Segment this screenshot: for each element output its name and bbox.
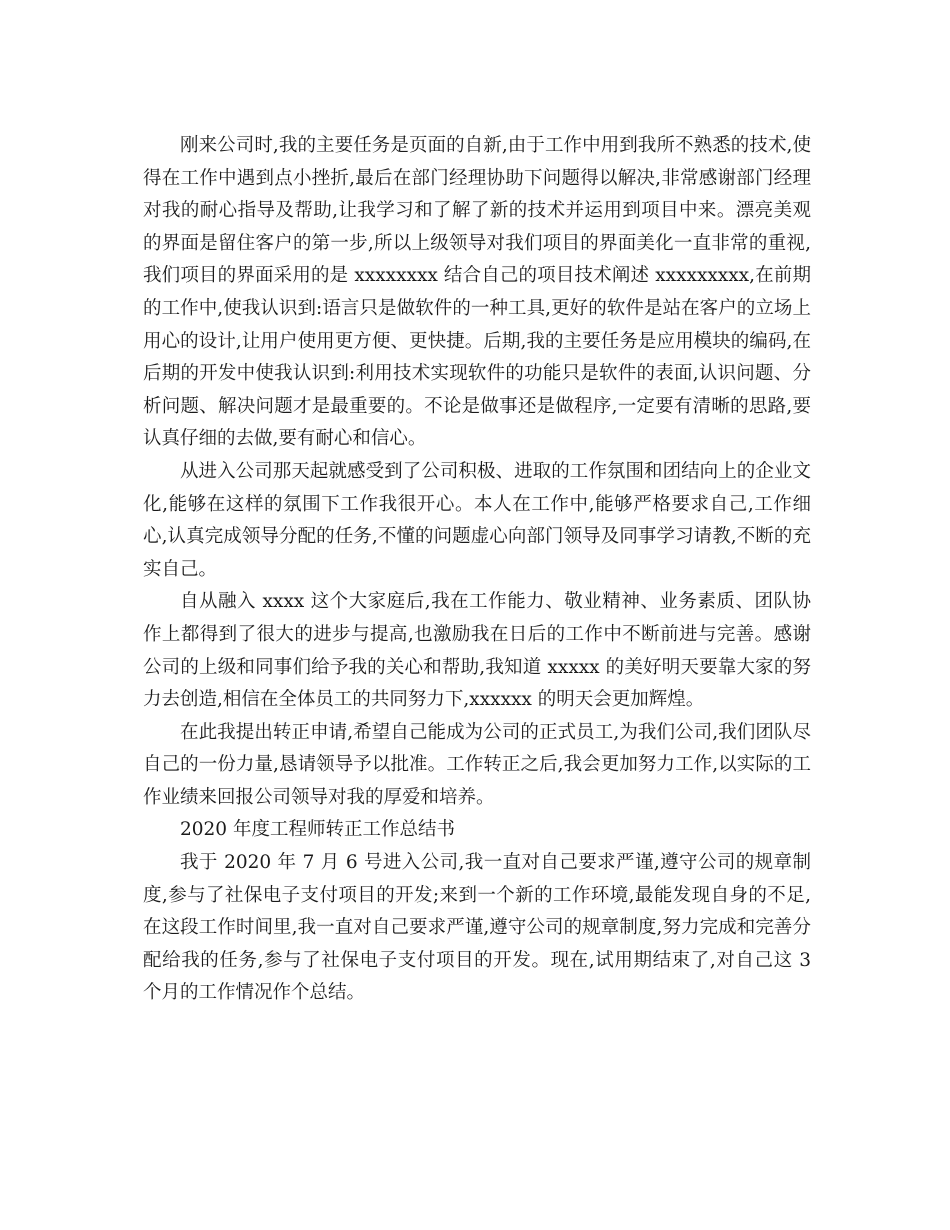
paragraph-4: 在此我提出转正申请,希望自己能成为公司的正式员工,为我们公司,我们团队尽自己的一份力量,恳请领导予以批准。工作转正之后,我会更加努力工作,以实际的工作业绩来回报公司领导对我的厚爱和培养。 [143,721,811,808]
section-heading: 2020 年度工程师转正工作总结书 [180,819,455,841]
paragraph-2: 从进入公司那天起就感受到了公司积极、进取的工作氛围和团结向上的企业文化,能够在这样的氛围下工作我很开心。本人在工作中,能够严格要求自己,工作细心,认真完成领导分配的任务,不懂的问题虚心向部门领导及同事学习请教,不断的充实自己。 [143,460,811,580]
paragraph-3: 自从融入 xxxx 这个大家庭后,我在工作能力、敬业精神、业务素质、团队协作上都得到了很大的进步与提高,也激励我在日后的工作中不断前进与完善。感谢公司的上级和同事们给予我的关心和帮助,我知道 xxxxx 的美好明天要靠大家的努力去创造,相信在全体员工的共同努力下,xxxxxx 的明天会更加辉煌。 [143,591,811,711]
paragraph-1: 刚来公司时,我的主要任务是页面的自新,由于工作中用到我所不熟悉的技术,使得在工作中遇到点小挫折,最后在部门经理协助下问题得以解决,非常感谢部门经理对我的耐心指导及帮助,让我学习和了解了新的技术并运用到项目中来。漂亮美观的界面是留住客户的第一步,所以上级领导对我们项目的界面美化一直非常的重视,我们项目的界面采用的是 xxxxxxxx 结合自己的项目技术阐述 xxxxxxxxx,在前期的工作中,使我认识到:语言只是做软件的一种工具,更好的软件是站在客户的立场上用心的设计,让用户使用更方便、更快捷。后期,我的主要任务是应用模块的编码,在后期的开发中使我认识到:利用技术实现软件的功能只是软件的表面,认识问题、分析问题、解决问题才是最重要的。不论是做事还是做程序,一定要有清晰的思路,要认真仔细的去做,要有耐心和信心。 [143,135,811,450]
document-body [143,130,811,1010]
paragraph-5: 我于 2020 年 7 月 6 号进入公司,我一直对自己要求严谨,遵守公司的规章制度,参与了社保电子支付项目的开发;来到一个新的工作环境,最能发现自身的不足,在这段工作时间里,我一直对自己要求严谨,遵守公司的规章制度,努力完成和完善分配给我的任务,参与了社保电子支付项目的开发。现在,试用期结束了,对自己这 3 个月的工作情况作个总结。 [143,852,811,1004]
